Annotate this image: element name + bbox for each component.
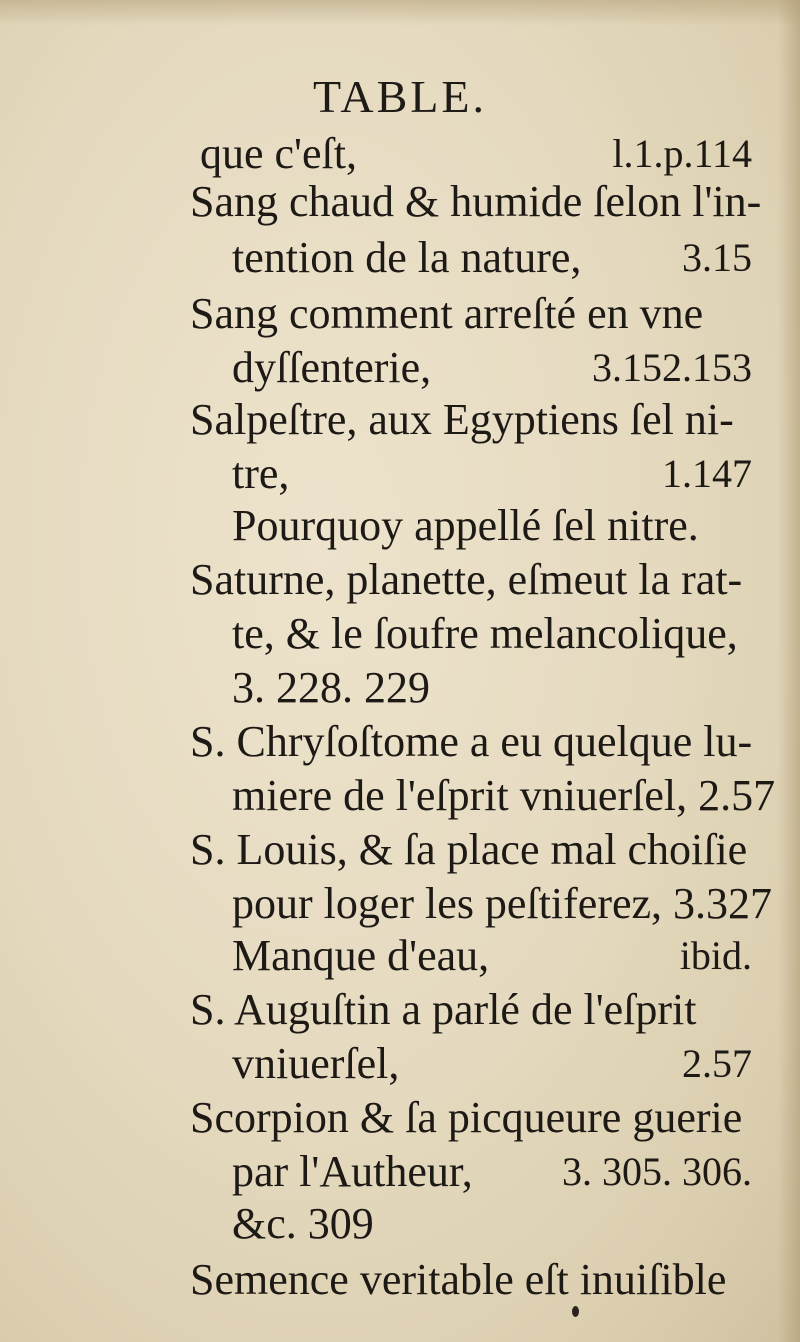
entry-line-5: dyſſenterie, — [232, 343, 432, 392]
ink-dot — [572, 1306, 579, 1317]
entry-line-19: Scorpion & ſa picqueure guerie — [190, 1093, 743, 1142]
entry-line-16: Manque d'eau, — [232, 931, 490, 980]
entry-line-3: tention de la nature, — [232, 233, 582, 282]
entry-ref-20: 3. 305. 306. — [562, 1149, 752, 1194]
entry-line-2: Sang chaud & humide ſelon l'in- — [190, 177, 762, 226]
entry-line-1: que c'eſt, — [200, 129, 357, 178]
entry-ref-7: 1.147 — [662, 451, 752, 496]
page-gutter-shadow — [778, 0, 800, 1342]
entry-line-4: Sang comment arreſté en vne — [190, 289, 704, 338]
entry-line-15: pour loger les peſtiferez, 3.327 — [232, 879, 773, 928]
entry-ref-18: 2.57 — [682, 1041, 752, 1086]
entry-line-17: S. Auguſtin a parlé de l'eſprit — [190, 985, 697, 1034]
entry-ref-16: ibid. — [679, 933, 752, 978]
entry-line-21: &c. 309 — [232, 1199, 374, 1248]
entry-line-22: Semence veritable eſt inuiſible — [190, 1255, 727, 1304]
entry-line-14: S. Louis, & ſa place mal choiſie — [190, 825, 748, 874]
entry-ref-5: 3.152.153 — [592, 345, 752, 390]
page-header: TABLE. — [312, 71, 487, 122]
entry-line-9: Saturne, planette, eſmeut la rat- — [190, 555, 743, 604]
entry-line-7: tre, — [232, 449, 290, 498]
entry-line-8: Pourquoy appellé ſel nitre. — [232, 501, 699, 550]
entry-line-20: par l'Autheur, — [232, 1147, 473, 1196]
entry-ref-3: 3.15 — [682, 235, 752, 280]
entry-ref-1: l.1.p.114 — [612, 131, 752, 176]
entry-line-18: vniuerſel, — [232, 1039, 400, 1088]
entry-line-13: miere de l'eſprit vniuerſel, 2.57 — [232, 771, 776, 820]
entry-line-10: te, & le ſoufre melancolique, — [232, 609, 738, 658]
entry-line-11: 3. 228. 229 — [232, 663, 430, 712]
page-top-shadow — [0, 0, 800, 26]
entry-line-6: Salpeſtre, aux Egyptiens ſel ni- — [190, 395, 734, 444]
entry-line-12: S. Chryſoſtome a eu quelque lu- — [190, 717, 753, 766]
